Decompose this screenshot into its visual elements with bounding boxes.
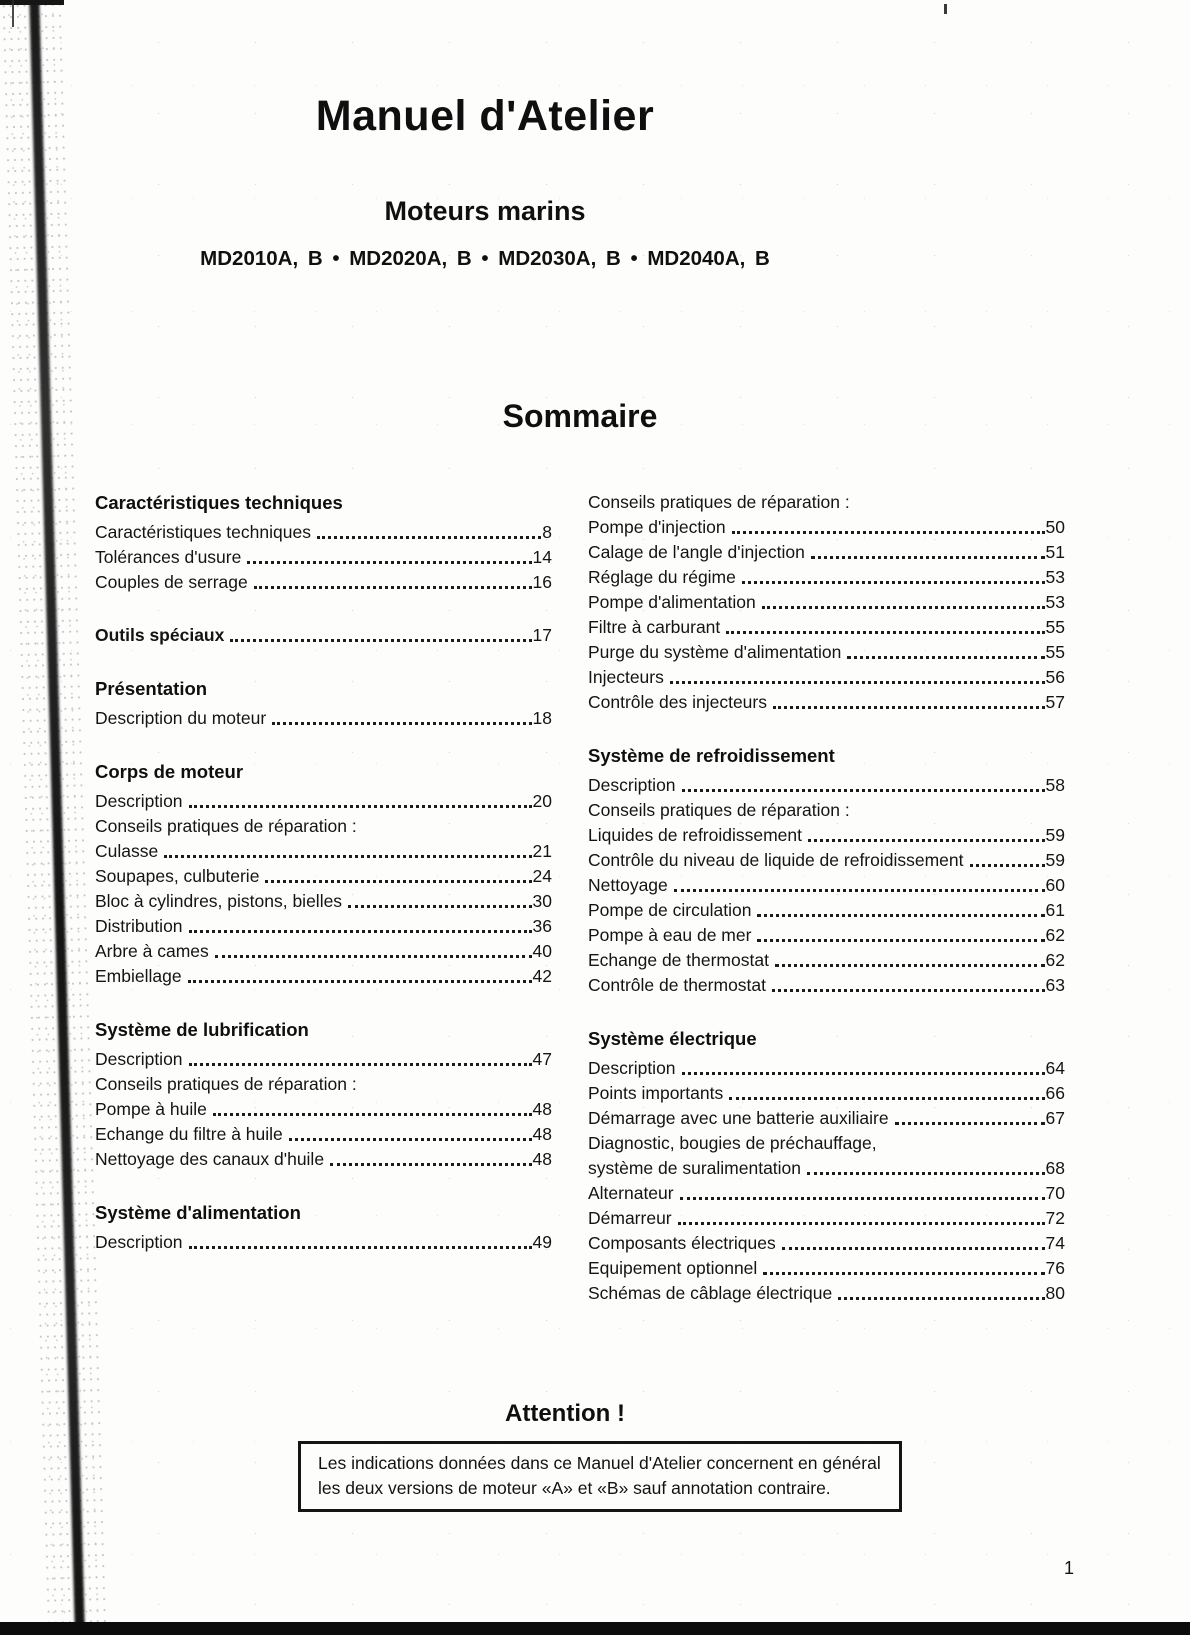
toc-entry-page: 80 xyxy=(1045,1283,1065,1303)
toc-dots-leader xyxy=(247,561,531,564)
toc-left-column xyxy=(95,488,552,1281)
toc-entry xyxy=(95,1145,552,1170)
toc-entry-label: Embiellage xyxy=(95,966,182,986)
toc-entry-label: Pompe à eau de mer xyxy=(588,925,752,945)
toc-entry xyxy=(588,563,1065,588)
toc-dots-leader xyxy=(729,1097,1044,1100)
toc-entry-page: 62 xyxy=(1045,950,1065,970)
toc-entry xyxy=(588,821,1065,846)
toc-dots-leader xyxy=(188,980,532,983)
toc-entry-page: 48 xyxy=(532,1099,552,1119)
toc-dots-leader xyxy=(330,1163,531,1166)
toc-entry xyxy=(95,1070,552,1095)
toc-entry-label: Couples de serrage xyxy=(95,572,248,592)
toc-entry xyxy=(95,962,552,987)
toc-entry xyxy=(588,846,1065,871)
toc-entry-page: 60 xyxy=(1045,875,1065,895)
toc-dots-leader xyxy=(682,1072,1045,1075)
attention-box xyxy=(298,1441,902,1512)
toc-entry-label: Conseils pratiques de réparation : xyxy=(588,492,850,512)
toc-entry xyxy=(95,1095,552,1120)
toc-dots-leader xyxy=(757,914,1044,917)
toc-entry-label: Contrôle des injecteurs xyxy=(588,692,767,712)
attention-text: Les indications données dans ce Manuel d'Atelier concernent en général les deux versions de moteur «A» et «B» sauf annotation contraire. xyxy=(318,1453,881,1498)
toc-section-heading: Système de lubrification xyxy=(95,1019,309,1040)
toc-entry-page: 40 xyxy=(532,941,552,961)
toc-section xyxy=(95,674,552,729)
toc-entry-label: Soupapes, culbuterie xyxy=(95,866,260,886)
toc-entry-page: 62 xyxy=(1045,925,1065,945)
toc-dots-leader xyxy=(678,1222,1045,1225)
page-number: 1 xyxy=(1064,1558,1075,1578)
toc-entry-page: 42 xyxy=(532,966,552,986)
toc-entry-page: 57 xyxy=(1045,692,1065,712)
toc-entry-page: 16 xyxy=(532,572,552,592)
toc-dots-leader xyxy=(772,989,1045,992)
toc-entry-page: 20 xyxy=(532,791,552,811)
toc-entry-page: 47 xyxy=(532,1049,552,1069)
toc-entry-label: Description xyxy=(95,1049,183,1069)
toc-entry xyxy=(95,704,552,729)
toc-dots-leader xyxy=(762,606,1045,609)
toc-entry-page: 70 xyxy=(1045,1183,1065,1203)
toc-entry-page: 55 xyxy=(1045,642,1065,662)
toc-dots-leader xyxy=(272,722,531,725)
toc-entry-page: 66 xyxy=(1045,1083,1065,1103)
toc-entry-page: 50 xyxy=(1045,517,1065,537)
toc-section-heading: Caractéristiques techniques xyxy=(95,492,343,513)
toc-entry-label: Calage de l'angle d'injection xyxy=(588,542,805,562)
toc-section xyxy=(588,741,1065,996)
toc-entry xyxy=(95,937,552,962)
toc-entry xyxy=(588,638,1065,663)
toc-entry-label: Distribution xyxy=(95,916,183,936)
toc-dots-leader xyxy=(189,1063,532,1066)
page-title: Manuel d'Atelier xyxy=(315,92,655,140)
toc-dots-leader xyxy=(680,1197,1045,1200)
toc-entry-page: 24 xyxy=(532,866,552,886)
toc-entry-label: Culasse xyxy=(95,841,159,861)
toc-entry-label: Description xyxy=(95,1232,183,1252)
toc-section-heading: Système électrique xyxy=(588,1028,757,1049)
toc-entry xyxy=(95,518,552,543)
toc-dots-leader xyxy=(317,536,541,539)
toc-entry-label: Description xyxy=(95,791,183,811)
toc-entry xyxy=(95,543,552,568)
toc-dots-leader xyxy=(775,964,1045,967)
toc-entry-page: 53 xyxy=(1045,567,1065,587)
toc-entry xyxy=(95,887,552,912)
toc-entry xyxy=(588,488,1065,513)
toc-entry-label: Tolérances d'usure xyxy=(95,547,242,567)
toc-entry xyxy=(588,871,1065,896)
scan-top-edge-mark xyxy=(0,0,64,5)
toc-entry-page: 74 xyxy=(1045,1233,1065,1253)
toc-entry-label: Pompe de circulation xyxy=(588,900,752,920)
toc-entry-label: Contrôle du niveau de liquide de refroidissement xyxy=(588,850,964,870)
toc-dots-leader xyxy=(348,905,531,908)
toc-entry xyxy=(588,1079,1065,1104)
toc-entry-page: 14 xyxy=(532,547,552,567)
toc-entry-label: Pompe d'alimentation xyxy=(588,592,756,612)
scan-top-tick-mark xyxy=(12,0,14,27)
toc-entry-page: 21 xyxy=(532,841,552,861)
toc-entry-label: Arbre à cames xyxy=(95,941,209,961)
toc-dots-leader xyxy=(254,586,532,589)
toc-dots-leader xyxy=(808,839,1045,842)
toc-dots-leader xyxy=(782,1247,1045,1250)
toc-dots-leader xyxy=(230,639,531,642)
toc-entry-page: 59 xyxy=(1045,825,1065,845)
toc-entry-page: 72 xyxy=(1045,1208,1065,1228)
toc-entry-label: Description xyxy=(588,775,676,795)
toc-entry-page: 48 xyxy=(532,1124,552,1144)
toc-entry xyxy=(95,912,552,937)
toc-dots-leader xyxy=(265,880,531,883)
toc-entry-label: Réglage du régime xyxy=(588,567,736,587)
toc-section-heading: Système de refroidissement xyxy=(588,745,835,766)
page-subtitle: Moteurs marins xyxy=(384,196,586,226)
toc-entry-label: Filtre à carburant xyxy=(588,617,721,637)
toc-entry xyxy=(588,896,1065,921)
toc-entry xyxy=(95,812,552,837)
toc-entry-label: Alternateur xyxy=(588,1183,674,1203)
toc-entry-page: 48 xyxy=(532,1149,552,1169)
toc-entry xyxy=(588,771,1065,796)
scan-stray-mark xyxy=(944,4,947,14)
toc-dots-leader xyxy=(757,939,1044,942)
toc-entry-label: Caractéristiques techniques xyxy=(95,522,311,542)
toc-entry-page: 55 xyxy=(1045,617,1065,637)
toc-entry xyxy=(588,796,1065,821)
toc-entry xyxy=(588,1054,1065,1079)
toc-entry xyxy=(95,1228,552,1253)
toc-dots-leader xyxy=(682,789,1045,792)
toc-entry-page: 63 xyxy=(1045,975,1065,995)
toc-entry-label: Conseils pratiques de réparation : xyxy=(95,1074,357,1094)
toc-dots-leader xyxy=(289,1138,532,1141)
toc-entry xyxy=(588,1254,1065,1279)
toc-dots-leader xyxy=(164,855,531,858)
toc-dots-leader xyxy=(838,1297,1044,1300)
scan-bottom-edge-bar xyxy=(0,1622,1190,1635)
toc-dots-leader xyxy=(811,556,1045,559)
toc-dots-leader xyxy=(189,805,532,808)
toc-section-heading: Présentation xyxy=(95,678,208,699)
toc-entry xyxy=(588,688,1065,713)
toc-entry-page: 18 xyxy=(532,708,552,728)
toc-right-column xyxy=(588,488,1065,1332)
toc-entry-label: Nettoyage xyxy=(588,875,668,895)
toc-entry-label: Schémas de câblage électrique xyxy=(588,1283,833,1303)
toc-entry-page: 59 xyxy=(1045,850,1065,870)
toc-entry-page: 51 xyxy=(1045,542,1065,562)
toc-dots-leader xyxy=(213,1113,532,1116)
toc-entry-label: Diagnostic, bougies de préchauffage, xyxy=(588,1133,877,1153)
toc-entry-label: Outils spéciaux xyxy=(95,625,225,645)
toc-dots-leader xyxy=(674,889,1045,892)
toc-entry-label: Pompe à huile xyxy=(95,1099,207,1119)
toc-entry-page: 58 xyxy=(1045,775,1065,795)
toc-dots-leader xyxy=(670,681,1045,684)
toc-entry xyxy=(588,946,1065,971)
toc-dots-leader xyxy=(763,1272,1044,1275)
toc-entry xyxy=(95,862,552,887)
toc-section xyxy=(588,488,1065,713)
toc-section xyxy=(588,1024,1065,1304)
toc-entry xyxy=(588,1104,1065,1129)
toc-dots-leader xyxy=(732,531,1045,534)
toc-entry-label: Bloc à cylindres, pistons, bielles xyxy=(95,891,343,911)
toc-entry-label: Liquides de refroidissement xyxy=(588,825,803,845)
toc-entry-label: Pompe d'injection xyxy=(588,517,726,537)
toc-entry-label: Démarrage avec une batterie auxiliaire xyxy=(588,1108,889,1128)
toc-entry xyxy=(95,621,552,646)
toc-entry-page: 67 xyxy=(1045,1108,1065,1128)
toc-entry xyxy=(588,1179,1065,1204)
toc-entry-label: Composants électriques xyxy=(588,1233,776,1253)
attention-heading: Attention ! xyxy=(505,1400,625,1427)
toc-entry-page: 68 xyxy=(1045,1158,1065,1178)
toc-entry-page: 76 xyxy=(1045,1258,1065,1278)
toc-entry xyxy=(588,1204,1065,1229)
toc-section xyxy=(95,1198,552,1253)
toc-entry-page: 56 xyxy=(1045,667,1065,687)
toc-entry-label: Conseils pratiques de réparation : xyxy=(588,800,850,820)
toc-entry-page: 17 xyxy=(532,625,552,645)
toc-entry-page: 64 xyxy=(1045,1058,1065,1078)
toc-dots-leader xyxy=(773,706,1045,709)
toc-entry-label: Description du moteur xyxy=(95,708,267,728)
toc-entry-page: 49 xyxy=(532,1232,552,1252)
toc-entry-label: Injecteurs xyxy=(588,667,664,687)
toc-dots-leader xyxy=(189,930,532,933)
toc-entry-label: Points importants xyxy=(588,1083,724,1103)
toc-entry xyxy=(588,663,1065,688)
toc-entry-label: Contrôle de thermostat xyxy=(588,975,767,995)
toc-entry xyxy=(588,1154,1065,1179)
toc-dots-leader xyxy=(726,631,1044,634)
toc-entry xyxy=(95,1045,552,1070)
toc-entry-page: 8 xyxy=(542,522,552,542)
sommaire-heading: Sommaire xyxy=(502,398,658,434)
toc-entry xyxy=(588,921,1065,946)
toc-section xyxy=(95,1015,552,1170)
toc-entry xyxy=(588,1129,1065,1154)
toc-entry-label: Description xyxy=(588,1058,676,1078)
toc-dots-leader xyxy=(807,1172,1045,1175)
toc-entry xyxy=(588,971,1065,996)
toc-entry xyxy=(95,787,552,812)
toc-entry-label: Purge du système d'alimentation xyxy=(588,642,842,662)
toc-entry xyxy=(588,1279,1065,1304)
toc-entry-page: 36 xyxy=(532,916,552,936)
toc-entry xyxy=(95,1120,552,1145)
toc-entry-label: Echange du filtre à huile xyxy=(95,1124,283,1144)
toc-section-heading: Corps de moteur xyxy=(95,761,244,782)
toc-entry-label: Equipement optionnel xyxy=(588,1258,758,1278)
toc-entry-page: 30 xyxy=(532,891,552,911)
toc-entry xyxy=(95,568,552,593)
toc-dots-leader xyxy=(895,1122,1045,1125)
toc-entry xyxy=(95,837,552,862)
toc-section-heading: Système d'alimentation xyxy=(95,1202,301,1223)
toc-entry-label: Echange de thermostat xyxy=(588,950,769,970)
toc-dots-leader xyxy=(215,955,532,958)
toc-entry xyxy=(588,538,1065,563)
engine-models-line: MD2010A, B • MD2020A, B • MD2030A, B • MD2040A, B xyxy=(200,247,770,270)
toc-entry xyxy=(588,613,1065,638)
toc-entry-label: système de suralimentation xyxy=(588,1158,802,1178)
toc-dots-leader xyxy=(742,581,1045,584)
toc-entry-page: 53 xyxy=(1045,592,1065,612)
toc-entry-label: Conseils pratiques de réparation : xyxy=(95,816,357,836)
toc-entry xyxy=(588,588,1065,613)
toc-section xyxy=(95,621,552,646)
toc-entry xyxy=(588,1229,1065,1254)
toc-dots-leader xyxy=(847,656,1044,659)
toc-dots-leader xyxy=(970,864,1045,867)
toc-entry-label: Démarreur xyxy=(588,1208,672,1228)
toc-dots-leader xyxy=(189,1246,532,1249)
toc-entry-page: 61 xyxy=(1045,900,1065,920)
toc-section xyxy=(95,488,552,593)
toc-entry xyxy=(588,513,1065,538)
toc-section xyxy=(95,757,552,987)
toc-entry-label: Nettoyage des canaux d'huile xyxy=(95,1149,325,1169)
